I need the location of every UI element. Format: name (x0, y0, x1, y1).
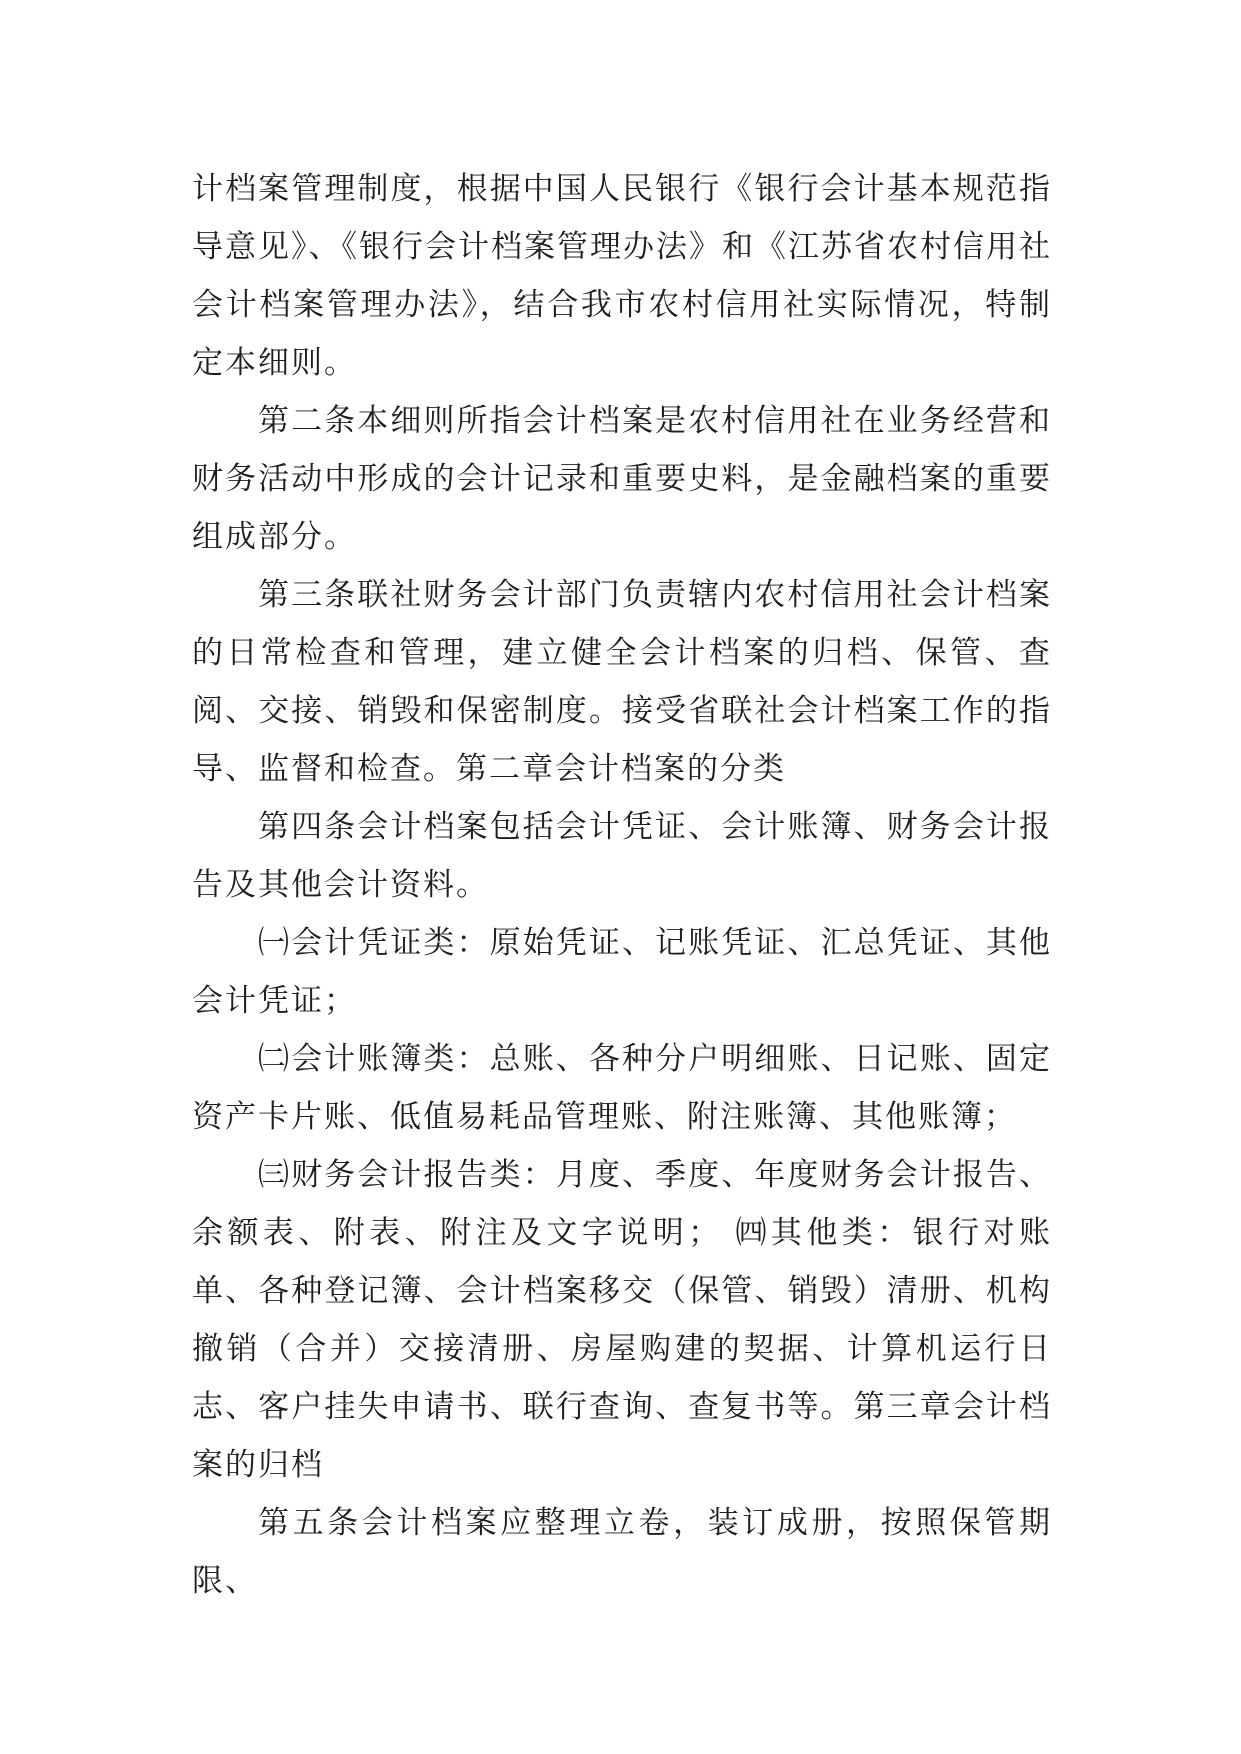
paragraph-item-2: ㈡会计账簿类：总账、各种分户明细账、日记账、固定资产卡片账、低值易耗品管理账、附注账簿、其他账簿； (192, 1041, 1052, 1135)
document-body (192, 160, 1052, 1610)
paragraph-item-1: ㈠会计凭证类：原始凭证、记账凭证、汇总凭证、其他会计凭证； (192, 925, 1052, 1019)
paragraph-intro: 计档案管理制度，根据中国人民银行《银行会计基本规范指导意见》、《银行会计档案管理办法》和《江苏省农村信用社会计档案管理办法》，结合我市农村信用社实际情况，特制定本细则。 (192, 171, 1052, 381)
paragraph-article-2: 第二条本细则所指会计档案是农村信用社在业务经营和财务活动中形成的会计记录和重要史料，是金融档案的重要组成部分。 (192, 403, 1052, 555)
paragraph-article-3: 第三条联社财务会计部门负责辖内农村信用社会计档案的日常检查和管理，建立健全会计档案的归档、保管、查阅、交接、销毁和保密制度。接受省联社会计档案工作的指导、监督和检查。第二章会计档案的分类 (192, 577, 1052, 787)
paragraph-article-5: 第五条会计档案应整理立卷，装订成册，按照保管期限、 (192, 1505, 1052, 1599)
paragraph-item-3-4: ㈢财务会计报告类：月度、季度、年度财务会计报告、余额表、附表、附注及文字说明； ㈣其他类：银行对账单、各种登记簿、会计档案移交（保管、销毁）清册、机构撤销（合并）交接清册、房屋购建的契据、计算机运行日志、客户挂失申请书、联行查询、查复书等。第三章会计档案的归档 (192, 1157, 1052, 1483)
paragraph-article-4: 第四条会计档案包括会计凭证、会计账簿、财务会计报告及其他会计资料。 (192, 809, 1052, 903)
